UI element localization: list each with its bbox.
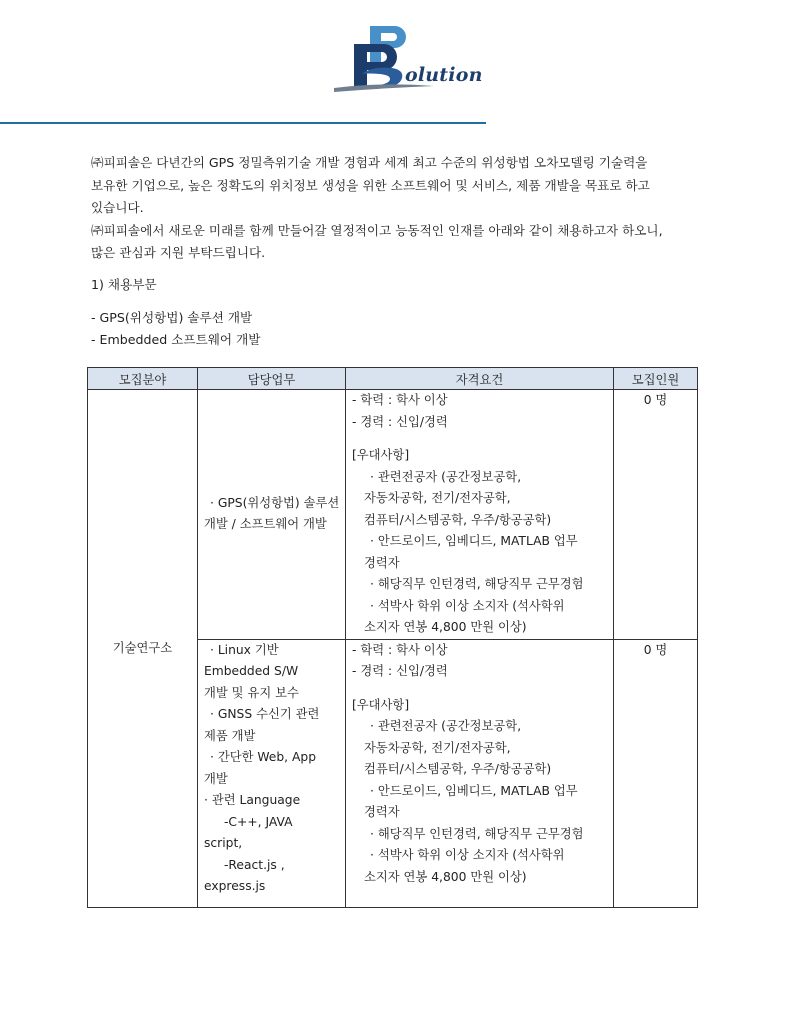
logo-mark-icon bbox=[332, 22, 472, 102]
duty-line: script, bbox=[204, 836, 243, 850]
duty-line: 제품 개발 bbox=[204, 728, 256, 743]
pref-line: · 해당직무 인턴경력, 해당직무 근무경험 bbox=[370, 577, 584, 591]
pref-line: 컴퓨터/시스템공학, 우주/항공공학) bbox=[364, 512, 552, 527]
position-item: - GPS(위성항법) 솔루션 개발 bbox=[91, 310, 253, 325]
pref-line: 자동차공학, 전기/전자공학, bbox=[364, 491, 511, 505]
pref-line: 소지자 연봉 4,800 만원 이상) bbox=[364, 869, 527, 884]
duty-cell bbox=[198, 639, 346, 907]
duty-line: express.js bbox=[204, 879, 266, 893]
pref-line: 경력자 bbox=[364, 805, 400, 819]
pref-line: 소지자 연봉 4,800 만원 이상) bbox=[364, 620, 527, 634]
qualification-cell bbox=[346, 390, 614, 640]
pref-title: [우대사항] bbox=[352, 697, 410, 712]
duty-line: -C++, JAVA bbox=[224, 814, 293, 829]
table-header-row bbox=[88, 368, 698, 390]
duty-cell bbox=[198, 390, 346, 640]
table-row bbox=[88, 390, 698, 640]
pref-line: · 안드로이드, 임베디드, MATLAB 업무 bbox=[370, 783, 578, 798]
count-cell: 0 명 bbox=[614, 639, 698, 907]
duty-line: · Linux 기반 bbox=[210, 642, 279, 657]
pref-line: · 관련전공자 (공간정보공학, bbox=[370, 719, 522, 733]
duty-line: · GPS(위성항법) 솔루션 bbox=[210, 495, 340, 510]
pref-line: 컴퓨터/시스템공학, 우주/항공공학) bbox=[364, 762, 552, 776]
duty-line: 개발 bbox=[204, 771, 228, 786]
header-count: 모집인원 bbox=[614, 368, 698, 390]
pref-line: · 관련전공자 (공간정보공학, bbox=[370, 469, 522, 484]
intro-line: ㈜피피솔은 다년간의 GPS 정밀측위기술 개발 경험과 세계 최고 수준의 위성항법 오차모델링 기술력을 bbox=[91, 155, 648, 170]
duty-line: · GNSS 수신기 관련 bbox=[210, 707, 320, 721]
pref-line: 경력자 bbox=[364, 555, 400, 570]
duty-line: · 간단한 Web, App bbox=[210, 750, 317, 764]
intro-line: 보유한 기업으로, 높은 정확도의 위치정보 생성을 위한 소프트웨어 및 서비스, 제품 개발을 목표로 하고 bbox=[91, 177, 650, 193]
header-divider bbox=[0, 122, 486, 124]
pref-line: · 석박사 학위 이상 소지자 (석사학위 bbox=[370, 848, 565, 862]
field-cell: 기술연구소 bbox=[88, 390, 198, 908]
duty-line: 개발 및 유지 보수 bbox=[204, 685, 299, 700]
qual-experience: - 경력 : 신입/경력 bbox=[352, 414, 448, 429]
intro-line: ㈜피피솔에서 새로운 미래를 함께 만들어갈 열정적이고 능동적인 인재를 아래와 같이 채용하고자 하오니, bbox=[91, 222, 663, 238]
duty-line: Embedded S/W bbox=[204, 664, 299, 678]
count-cell: 0 명 bbox=[614, 390, 698, 640]
duty-line: · 관련 Language bbox=[204, 793, 301, 807]
pref-line: · 해당직무 인턴경력, 해당직무 근무경험 bbox=[370, 826, 584, 841]
header-duty: 담당업무 bbox=[198, 368, 346, 390]
logo-text: olution bbox=[405, 64, 483, 86]
qual-education: - 학력 : 학사 이상 bbox=[352, 393, 448, 407]
header-qualification: 자격요건 bbox=[346, 368, 614, 390]
pref-title: [우대사항] bbox=[352, 448, 410, 462]
qualification-cell bbox=[346, 639, 614, 907]
recruitment-table bbox=[87, 367, 698, 908]
qual-education: - 학력 : 학사 이상 bbox=[352, 642, 448, 657]
intro-paragraph bbox=[91, 152, 711, 265]
pref-line: · 석박사 학위 이상 소지자 (석사학위 bbox=[370, 598, 565, 613]
position-item: - Embedded 소프트웨어 개발 bbox=[91, 332, 261, 347]
pref-line: · 안드로이드, 임베디드, MATLAB 업무 bbox=[370, 534, 578, 548]
duty-line: 개발 / 소프트웨어 개발 bbox=[204, 517, 327, 532]
position-list bbox=[91, 307, 260, 351]
duty-line: -React.js , bbox=[224, 857, 285, 872]
company-logo bbox=[332, 22, 472, 102]
qual-experience: - 경력 : 신입/경력 bbox=[352, 664, 448, 678]
pref-line: 자동차공학, 전기/전자공학, bbox=[364, 740, 511, 755]
intro-line: 있습니다. bbox=[91, 200, 144, 215]
section-title: 1) 채용부문 bbox=[91, 277, 157, 292]
header-field: 모집분야 bbox=[88, 368, 198, 390]
intro-line: 많은 관심과 지원 부탁드립니다. bbox=[91, 245, 266, 260]
